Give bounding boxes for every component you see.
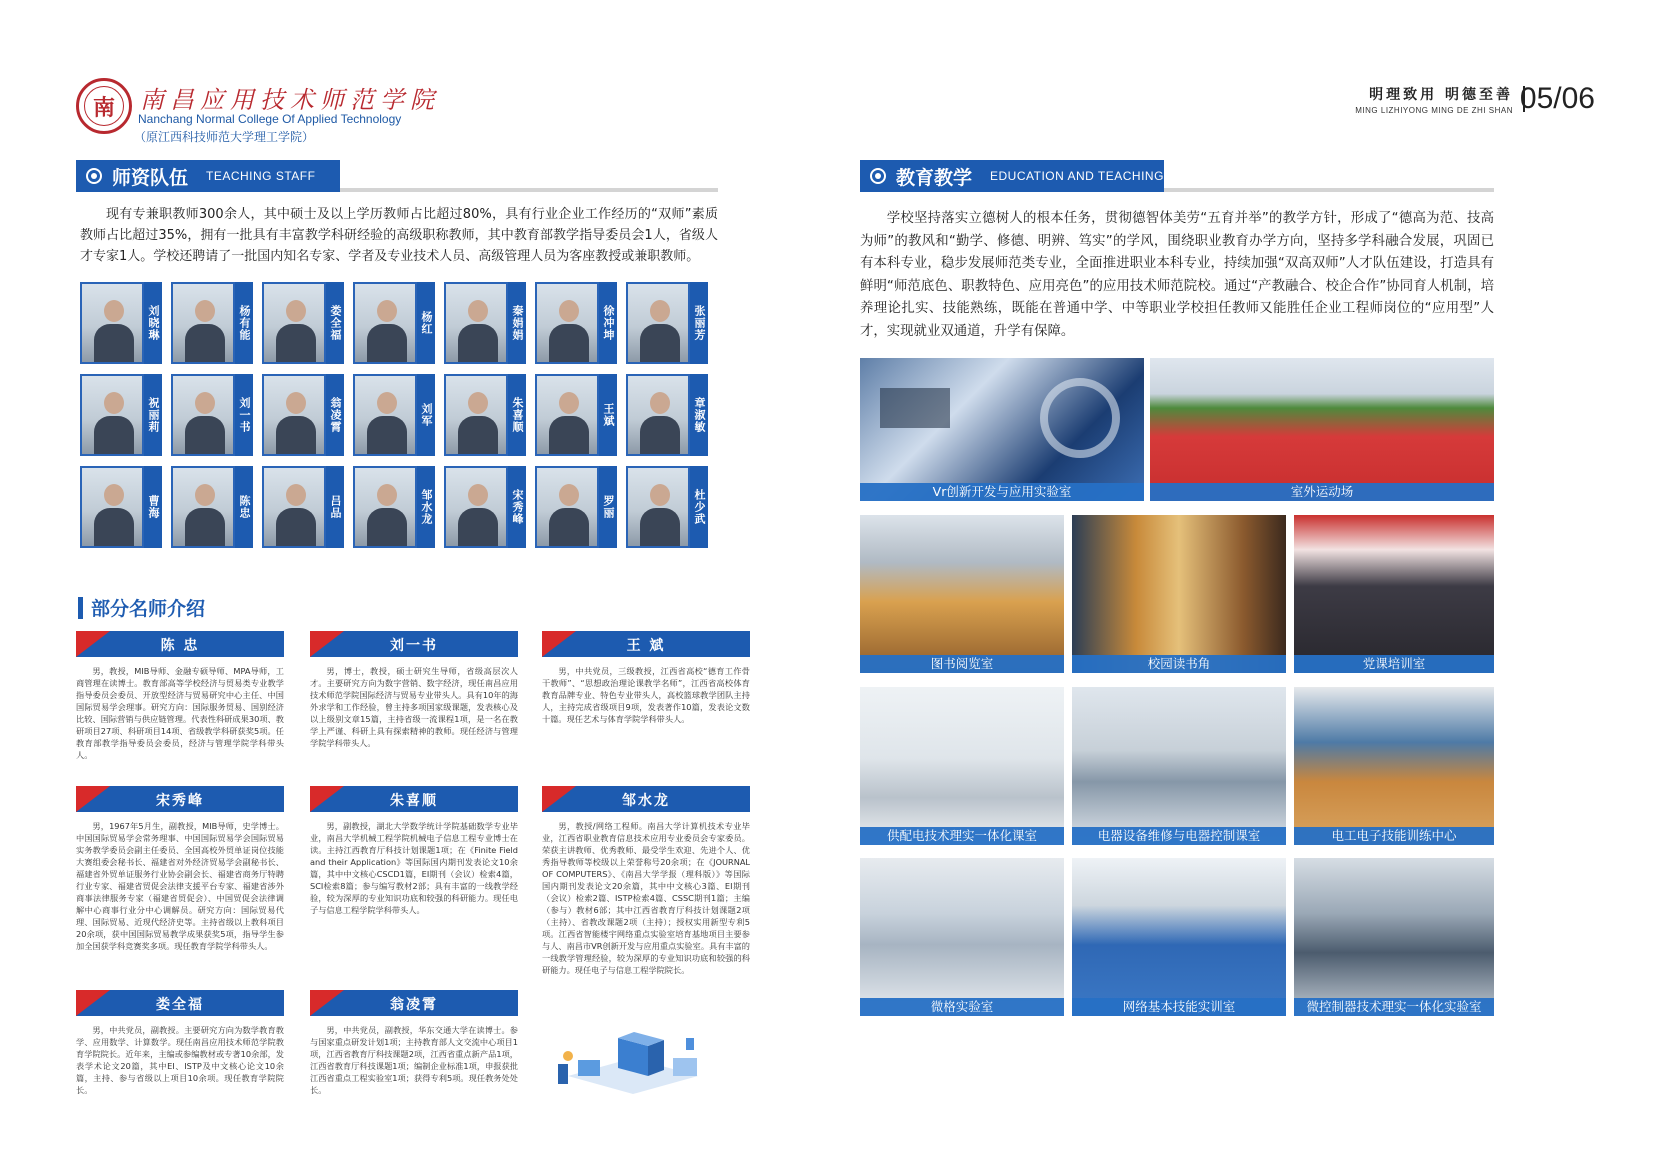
staff-title-en: TEACHING STAFF	[206, 169, 316, 183]
teacher-name: 吕品	[326, 466, 344, 548]
photo-power-supply-classroom	[860, 687, 1064, 845]
bio-name: 刘一书	[390, 638, 438, 654]
teacher-card	[535, 374, 615, 456]
photo-sports-field	[1150, 358, 1494, 501]
teacher-photo	[626, 466, 690, 548]
bio-name: 朱喜顺	[390, 793, 438, 809]
bio-name-banner	[76, 990, 284, 1016]
school-logo	[76, 78, 496, 148]
teacher-name: 陈忠	[235, 466, 253, 548]
teacher-name: 朱喜顺	[508, 374, 526, 456]
education-title-cn: 教育教学	[896, 166, 973, 189]
teacher-photo	[262, 466, 326, 548]
teacher-photo	[262, 374, 326, 456]
school-name-en: Nanchang Normal College Of Applied Technology	[138, 112, 402, 126]
teacher-photo	[262, 282, 326, 364]
bio-card	[310, 631, 518, 749]
teacher-name: 张丽芳	[690, 282, 708, 364]
bio-card	[310, 990, 518, 1096]
photo-caption: 微格实验室	[860, 998, 1064, 1016]
teacher-name: 邹水龙	[417, 466, 435, 548]
teacher-name: 曹海	[144, 466, 162, 548]
teacher-photo	[171, 374, 235, 456]
teacher-photo	[444, 374, 508, 456]
bio-text: 男，教授，MIB导师、金融专硕导师、MPA导师，工商管理在读博士。教育部高等学校经济与贸易类专业教学指导委员会委员、开放型经济与贸易研究中心主任、中国国际贸易学会理事。研究方向：国际服务贸易、国别经济比较、国际营销与供应链管理。代表性科研成果30项、教研项目27项、科研项目14项、省级教学科研获奖5项。任教育部教学指导委员会委员，经济与管理学院学科带头人。	[76, 666, 284, 760]
bio-name: 翁凌霄	[390, 997, 438, 1013]
teacher-name: 杨有能	[235, 282, 253, 364]
bio-card	[76, 786, 284, 952]
famous-teachers-heading: 部分名师介绍	[91, 598, 206, 620]
teacher-name: 王斌	[599, 374, 617, 456]
teacher-card	[626, 374, 706, 456]
teacher-photo	[535, 466, 599, 548]
bio-text: 男，中共党员，副教授，华东交通大学在读博士。参与国家重点研发计划1项；主持教育部人文交流中心项目1项，江西省教育厅科技课题2项，江西省重点新产品1项，江西省教育厅科技课题1项；编制企业标准1项，申报获批江西省重点工程实验室1项；获得专利5项。现任教务处处长。	[310, 1025, 518, 1095]
teacher-photo	[535, 282, 599, 364]
teacher-photo	[353, 374, 417, 456]
photo-caption: 微控制器技术理实一体化实验室	[1294, 998, 1494, 1016]
section-bullet-icon	[870, 168, 886, 184]
school-motto	[1355, 84, 1513, 115]
bio-text: 男，中共党员，三级教授，江西省高校“德育工作骨干教师”、“思想政治理论课教学名师”，江西省高校体育教育品牌专业、特色专业带头人，高校篮球教学团队主持人，主持完成省级项目9项，发表著作10篇，发表论文数十篇。现任艺术与体育学院学科带头人。	[542, 666, 750, 724]
teacher-photo	[444, 466, 508, 548]
title-accent-bar	[78, 597, 83, 619]
teacher-card	[262, 282, 342, 364]
teacher-card	[262, 374, 342, 456]
teacher-name: 秦娟娟	[508, 282, 526, 364]
education-intro: 学校坚持落实立德树人的根本任务，贯彻德智体美劳“五育并举”的教学方针，形成了“德高为范、技高为师”的教风和“勤学、修德、明辨、笃实”的学风，围绕职业教育办学方向，坚持多学科融合发展，巩固已有本科专业，稳步发展师范类专业，全面推进职业本科专业，持续加强“双高双师”人才队伍建设，打造具有鲜明“师范底色、职教特色、应用亮色”的应用技术师范院校。通过“产教融合、校企合作”协同育人机制，培养理论扎实、技能熟练，既能在普通中学、中等职业学校担任教师又能胜任企业工程师岗位的“应用型”人才，实现就业双通道，升学有保障。	[860, 211, 1494, 339]
bio-name-banner	[76, 631, 284, 657]
photo-caption: 网络基本技能实训室	[1072, 998, 1286, 1016]
photo-electronics-training-center	[1294, 687, 1494, 845]
teacher-name: 宋秀峰	[508, 466, 526, 548]
teacher-photo	[171, 466, 235, 548]
staff-section-header	[76, 160, 340, 192]
teacher-card	[444, 282, 524, 364]
teacher-photo	[626, 282, 690, 364]
bio-card	[310, 786, 518, 916]
photo-network-skills-lab	[1072, 858, 1286, 1016]
teacher-name: 刘晓琳	[144, 282, 162, 364]
bio-name-banner	[76, 786, 284, 812]
photo-caption: 党课培训室	[1294, 655, 1494, 673]
teacher-photo	[171, 282, 235, 364]
bio-name: 王 斌	[626, 638, 666, 654]
bio-name-banner	[310, 990, 518, 1016]
bio-text: 男，博士，教授，硕士研究生导师，省级高层次人才。主要研究方向为数字营销、数字经济，现任南昌应用技术师范学院国际经济与贸易专业带头人。具有10年的海外求学和工作经验，曾主持多项国家级课题，发表核心及以上级别文章15篇，主持省级一流课程1项，是一名在教学上严谨、科研上具有探索精神的教师。现任经济与管理学院学科带头人。	[310, 666, 518, 748]
teacher-photo	[80, 466, 144, 548]
teacher-card	[626, 282, 706, 364]
teacher-name: 娄全福	[326, 282, 344, 364]
photo-microcontroller-lab	[1294, 858, 1494, 1016]
bio-card	[542, 631, 750, 725]
teacher-card	[262, 466, 342, 548]
bio-name-banner	[542, 631, 750, 657]
school-former-name: （原江西科技师范大学理工学院）	[134, 130, 315, 144]
teacher-card	[353, 374, 433, 456]
photo-vr-lab	[860, 358, 1144, 501]
teacher-name: 罗丽	[599, 466, 617, 548]
bio-text: 男，中共党员，副教授。主要研究方向为数学教育教学、应用数学、计算数学。现任南昌应用技术师范学院教育学院院长。近年来，主编或参编教材或专著10余部，发表学术论文20篇，其中EI、ISTP及中文核心论文10余篇，主持、参与省级以上项目10余项。现任教育学院院长。	[76, 1025, 284, 1095]
teacher-photo	[535, 374, 599, 456]
photo-caption: 图书阅览室	[860, 655, 1064, 673]
bio-name-banner	[310, 786, 518, 812]
teacher-name: 刘军	[417, 374, 435, 456]
school-seal-icon	[76, 78, 132, 134]
education-title-en: EDUCATION AND TEACHING	[990, 169, 1164, 183]
education-section-rule	[1164, 188, 1494, 192]
bio-text: 男，副教授，湖北大学数学统计学院基础数学专业毕业，南昌大学机械工程学院机械电子信息工程专业博士在读。主持江西教育厅科技计划课题1项；在《Finite Field and their Application》等国际国内期刊发表论文10余篇，其中中文核心CSCD1篇，EI期刊（会议）检索4篇，SCI检索8篇；参与编写教材2部；具有丰富的一线教学经验，较为深厚的专业知识功底和较强的科研能力。现任电子与信息工程学院学科带头人。	[310, 821, 518, 915]
photo-reading-corner	[1072, 515, 1286, 673]
photo-caption: 校园读书角	[1072, 655, 1286, 673]
section-bullet-icon	[86, 168, 102, 184]
teacher-photo	[80, 282, 144, 364]
teacher-card	[171, 282, 251, 364]
teacher-name: 祝丽莉	[144, 374, 162, 456]
bio-card	[542, 786, 750, 976]
teacher-card	[535, 282, 615, 364]
staff-section-rule	[340, 188, 718, 192]
motto-en: MING LIZHIYONG MING DE ZHI SHAN	[1355, 106, 1513, 115]
bio-card	[76, 631, 284, 761]
bio-name: 宋秀峰	[156, 793, 204, 809]
photo-library	[860, 515, 1064, 673]
bio-card	[76, 990, 284, 1096]
bio-name-banner	[310, 631, 518, 657]
isometric-tech-illustration	[548, 1018, 718, 1098]
teacher-name: 徐冲坤	[599, 282, 617, 364]
teacher-name: 杨红	[417, 282, 435, 364]
photo-caption: 室外运动场	[1150, 483, 1494, 501]
teacher-photo	[626, 374, 690, 456]
motto-cn: 明理致用 明德至善	[1369, 87, 1513, 103]
teacher-card	[444, 374, 524, 456]
teacher-card	[80, 282, 160, 364]
teacher-name: 章淑敏	[690, 374, 708, 456]
famous-teachers-title	[78, 594, 205, 621]
photo-caption: 供配电技术理实一体化课室	[860, 827, 1064, 845]
bio-name: 娄全福	[156, 997, 204, 1013]
teacher-card	[535, 466, 615, 548]
school-name-cn: 南昌应用技术师范学院	[140, 86, 440, 114]
bio-text: 男，1967年5月生，副教授，MIB导师，史学博士。中国国际贸易学会常务理事、中国国际贸易学会国际贸易实务教学委员会副主任委员、全国高校外贸单证岗位技能大赛组委会秘书长、福建省对外经济贸易学会副秘书长、福建省外贸单证服务行业协会副会长、福建省商务厅特聘行业专家、福建省贸促会法律支援平台专家、福建省涉外商事法律服务专家（福建省贸促会）、中国贸促会法律调解中心商事行业分中心调解员。研究方向：国际贸易代理、国际贸易、近现代经济史等。主持省级以上教科项目20余项，获中国国际贸易教学成果获奖5项，指导学生参加全国获学科竞赛奖多项。现任教育学院学科带头人。	[76, 821, 284, 951]
teacher-card	[171, 374, 251, 456]
seal-glyph: 南	[84, 86, 124, 126]
teacher-name: 翁凌霄	[326, 374, 344, 456]
bio-text: 男，教授/网络工程师。南昌大学计算机技术专业毕业，江西省职业教育信息技术应用专业委员会专家委员。荣获主讲教师、优秀教师、最受学生欢迎、先进个人、优秀指导教师等校级以上荣誉称号20余项；在《JOURNAL OF COMPUTERS》、《南昌大学学报（理科版）》等国际国内期刊发表论文20余篇，其中中文核心3篇、EI期刊（会议）检索2篇、ISTP检索4篇、CSSC期刊1篇；主编（参与）教材6部；其中江西省教育厅科技计划课题2项（主持）、省教改课题2项（主持）；授权实用新型专利5项。江西省智能楼宇网络重点实验室培育基地项目主要参与人、南昌市VR创新开发与应用重点实验室。具有丰富的一线教学管理经验，较为深厚的专业知识功底和较强的科研能力。现任电子与信息工程学院院长。	[542, 821, 750, 975]
bio-name: 陈 忠	[160, 638, 200, 654]
teacher-photo	[353, 282, 417, 364]
staff-title-cn: 师资队伍	[112, 166, 189, 189]
teacher-photo	[444, 282, 508, 364]
bio-name: 邹水龙	[622, 793, 670, 809]
teacher-card	[444, 466, 524, 548]
photo-caption: Vr创新开发与应用实验室	[860, 483, 1144, 501]
teacher-card	[353, 282, 433, 364]
photo-electrical-repair-classroom	[1072, 687, 1286, 845]
teacher-card	[171, 466, 251, 548]
teacher-card	[80, 466, 160, 548]
photo-caption: 电工电子技能训练中心	[1294, 827, 1494, 845]
page-number: 05/06	[1519, 82, 1595, 115]
photo-caption: 电器设备维修与电器控制课室	[1072, 827, 1286, 845]
teacher-card	[80, 374, 160, 456]
teacher-card	[626, 466, 706, 548]
photo-microteaching-lab	[860, 858, 1064, 1016]
bio-name-banner	[542, 786, 750, 812]
teacher-card	[353, 466, 433, 548]
education-section-header	[860, 160, 1164, 192]
staff-intro: 现有专兼职教师300余人，其中硕士及以上学历教师占比超过80%，具有行业企业工作经历的“双师”素质教师占比超过35%，拥有一批具有丰富教学科研经验的高级职称教师，其中教育部教学指导委员会1人，省级人才专家1人。学校还聘请了一批国内知名专家、学者及专业技术人员、高级管理人员为客座教授或兼职教师。	[80, 207, 718, 264]
teacher-photo	[80, 374, 144, 456]
teacher-photo	[353, 466, 417, 548]
teacher-name: 杜少武	[690, 466, 708, 548]
teacher-photo-grid	[80, 282, 720, 572]
teacher-name: 刘一书	[235, 374, 253, 456]
photo-party-training-room	[1294, 515, 1494, 673]
